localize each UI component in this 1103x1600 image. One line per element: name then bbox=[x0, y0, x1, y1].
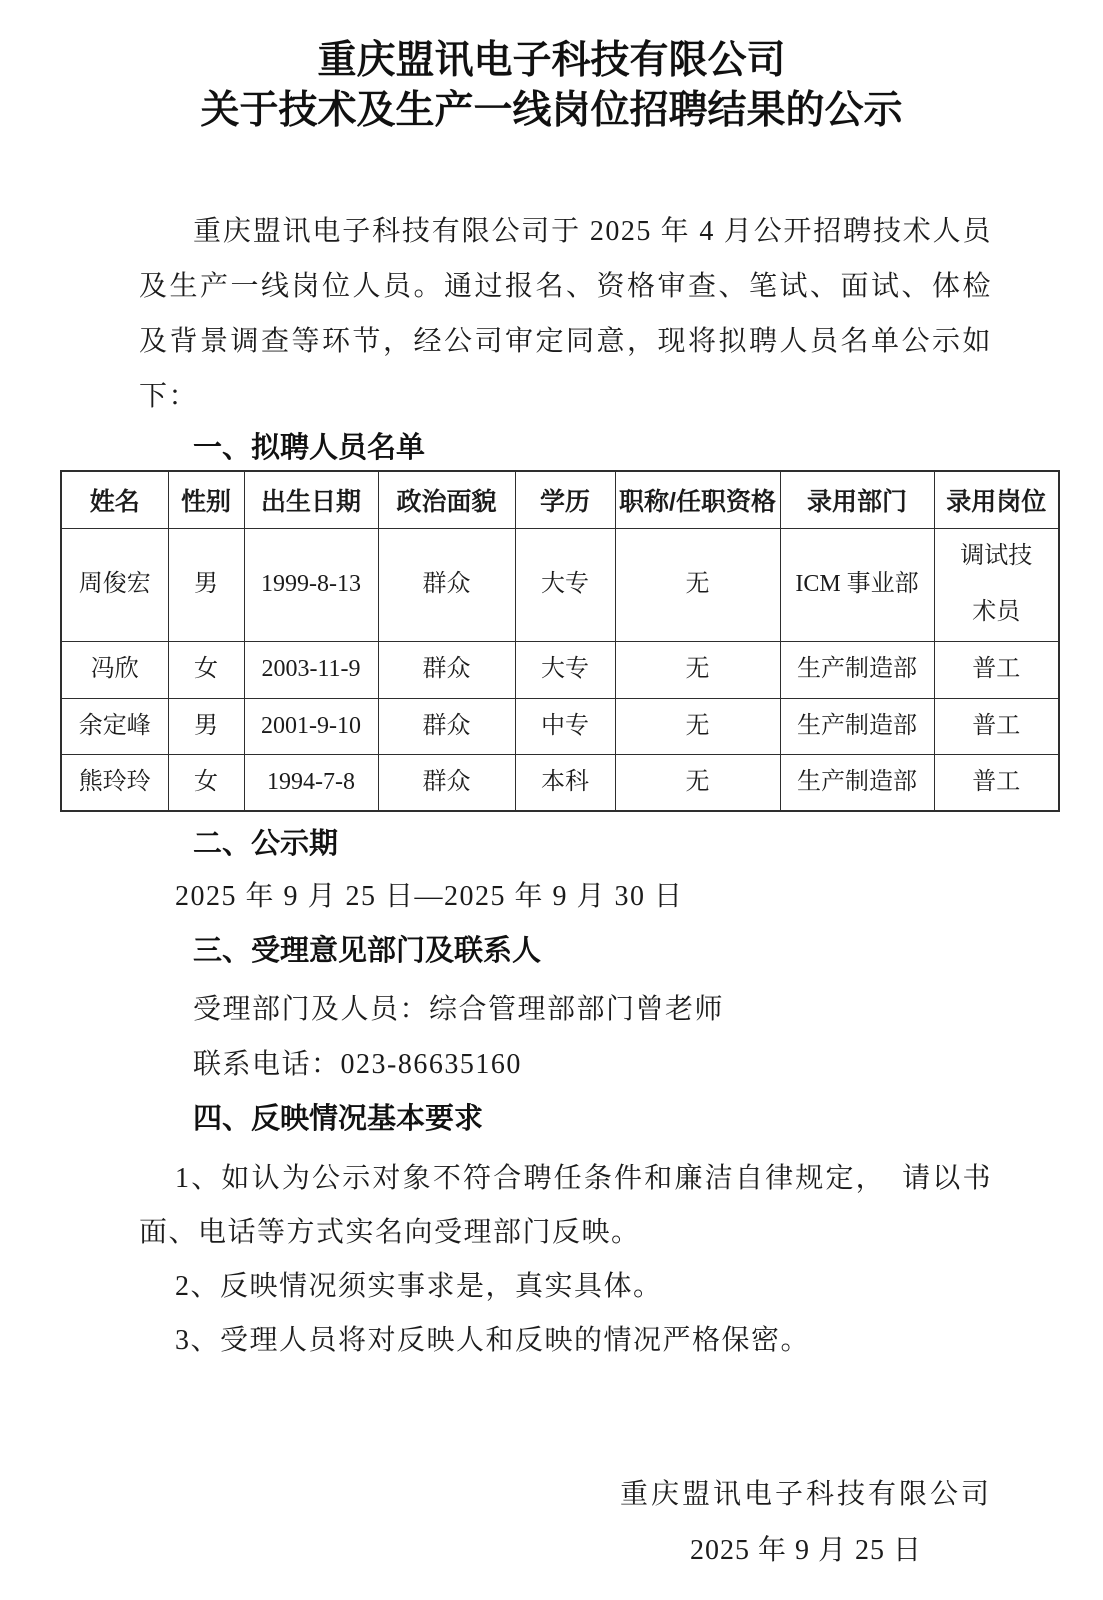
cell-political-status: 群众 bbox=[378, 698, 515, 754]
section-3-heading: 三、受理意见部门及联系人 bbox=[193, 934, 542, 967]
cell-birthdate: 2001-9-10 bbox=[244, 698, 378, 754]
cell-education: 本科 bbox=[515, 754, 615, 811]
document-body bbox=[139, 204, 992, 468]
col-header-education: 学历 bbox=[515, 471, 615, 528]
cell-position: 普工 bbox=[934, 698, 1059, 754]
cell-name: 余定峰 bbox=[61, 698, 168, 754]
col-header-political-status: 政治面貌 bbox=[378, 471, 515, 528]
cell-education: 大专 bbox=[515, 641, 615, 698]
cell-position: 普工 bbox=[934, 754, 1059, 811]
intro-paragraph: 重庆盟讯电子科技有限公司于 2025 年 4 月公开招聘技术人员及生产一线岗位人员。通过报名、资格审查、笔试、面试、体检及背景调查等环节，经公司审定同意，现将拟聘人员名单公示如下： bbox=[139, 216, 992, 412]
cell-education: 大专 bbox=[515, 528, 615, 641]
col-header-name: 姓名 bbox=[61, 471, 168, 528]
cell-qualification: 无 bbox=[615, 528, 780, 641]
cell-position: 调试技术员 bbox=[934, 528, 1059, 641]
section-4-heading: 四、反映情况基本要求 bbox=[193, 1102, 484, 1135]
cell-qualification: 无 bbox=[615, 641, 780, 698]
cell-gender: 女 bbox=[168, 754, 244, 811]
cell-name: 周俊宏 bbox=[61, 528, 168, 641]
cell-department: 生产制造部 bbox=[780, 641, 934, 698]
requirement-item-1: 1、如认为公示对象不符合聘任条件和廉洁自律规定， 请以书面、电话等方式实名向受理部门反映。 bbox=[139, 1162, 992, 1248]
contact-phone: 联系电话：023-86635160 bbox=[193, 1048, 522, 1080]
signature-block bbox=[0, 1467, 992, 1579]
table-header-row bbox=[61, 471, 1059, 528]
cell-birthdate: 2003-11-9 bbox=[244, 641, 378, 698]
cell-department: ICM 事业部 bbox=[780, 528, 934, 641]
col-header-department: 录用部门 bbox=[780, 471, 934, 528]
cell-gender: 男 bbox=[168, 698, 244, 754]
publicity-period: 2025 年 9 月 25 日—2025 年 9 月 30 日 bbox=[175, 880, 684, 912]
cell-department: 生产制造部 bbox=[780, 754, 934, 811]
cell-department: 生产制造部 bbox=[780, 698, 934, 754]
cell-birthdate: 1999-8-13 bbox=[244, 528, 378, 641]
cell-qualification: 无 bbox=[615, 698, 780, 754]
cell-political-status: 群众 bbox=[378, 528, 515, 641]
document-title-line1: 重庆盟讯电子科技有限公司 bbox=[317, 39, 786, 82]
hired-personnel-table bbox=[60, 470, 1060, 812]
cell-political-status: 群众 bbox=[378, 641, 515, 698]
table-row bbox=[61, 698, 1059, 754]
col-header-qualification: 职称/任职资格 bbox=[615, 471, 780, 528]
cell-education: 中专 bbox=[515, 698, 615, 754]
signature-company: 重庆盟讯电子科技有限公司 bbox=[619, 1478, 992, 1510]
document-body-lower bbox=[139, 824, 992, 1368]
section-1-heading: 一、拟聘人员名单 bbox=[193, 432, 426, 464]
document-title bbox=[0, 0, 1103, 136]
section-2-heading: 二、公示期 bbox=[193, 827, 339, 860]
col-header-gender: 性别 bbox=[168, 471, 244, 528]
signature-date: 2025 年 9 月 25 日 bbox=[689, 1534, 922, 1566]
requirement-item-2: 2、反映情况须实事求是，真实具体。 bbox=[175, 1270, 663, 1302]
cell-political-status: 群众 bbox=[378, 754, 515, 811]
col-header-birthdate: 出生日期 bbox=[244, 471, 378, 528]
cell-position: 普工 bbox=[934, 641, 1059, 698]
cell-name: 冯欣 bbox=[61, 641, 168, 698]
requirement-item-3: 3、受理人员将对反映人和反映的情况严格保密。 bbox=[175, 1324, 811, 1356]
col-header-position: 录用岗位 bbox=[934, 471, 1059, 528]
cell-gender: 男 bbox=[168, 528, 244, 641]
cell-name: 熊玲玲 bbox=[61, 754, 168, 811]
table-row bbox=[61, 641, 1059, 698]
contact-department: 受理部门及人员：综合管理部部门曾老师 bbox=[193, 993, 725, 1025]
table-row bbox=[61, 754, 1059, 811]
table-row bbox=[61, 528, 1059, 641]
cell-birthdate: 1994-7-8 bbox=[244, 754, 378, 811]
cell-gender: 女 bbox=[168, 641, 244, 698]
cell-qualification: 无 bbox=[615, 754, 780, 811]
document-title-line2: 关于技术及生产一线岗位招聘结果的公示 bbox=[200, 89, 903, 132]
